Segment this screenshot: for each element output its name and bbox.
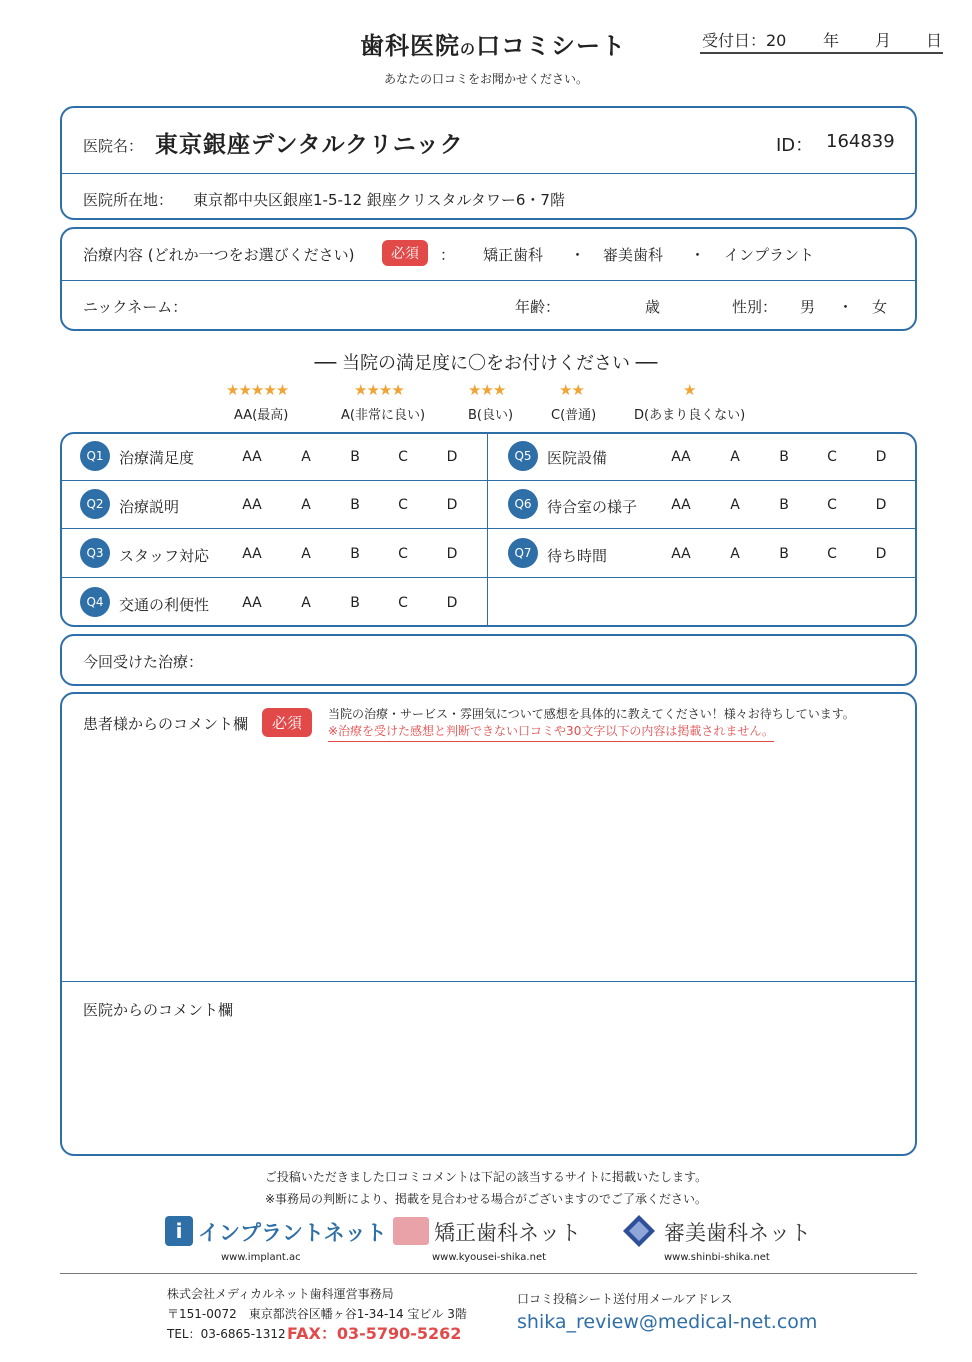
q6-badge: Q6 <box>508 489 538 519</box>
q3-choice-c[interactable]: C <box>398 546 408 562</box>
site-shinbi: 審美歯科ネット <box>664 1221 811 1245</box>
moderation-notice: ※事務局の判断により、掲載を見合わせる場合がございますのでご了承ください。 <box>264 1192 708 1206</box>
q2-choice-c[interactable]: C <box>398 497 408 513</box>
age-label: 年齢： <box>515 298 561 316</box>
company-name: 株式会社メディカルネット歯科運営事務局 <box>167 1287 394 1301</box>
q6-choice-aa[interactable]: AA <box>671 497 691 513</box>
company-fax: FAX：03-5790-5262 <box>287 1324 462 1343</box>
clinic-name: 東京銀座デンタルクリニック <box>155 132 464 158</box>
q3-choice-b[interactable]: B <box>350 546 360 562</box>
grade-c: C(普通) <box>551 408 597 423</box>
q7-choice-a[interactable]: A <box>730 546 740 562</box>
q4-label: 交通の利便性 <box>119 596 210 614</box>
colon: ： <box>440 246 456 264</box>
publish-notice: ご投稿いただきました口コミコメントは下記の該当するサイトに掲載いたします。 <box>264 1170 708 1184</box>
site-kyousei: 矯正歯科ネット <box>434 1221 581 1245</box>
q3-badge: Q3 <box>80 538 110 568</box>
site-kyousei-url: www.kyousei-shika.net <box>432 1252 547 1263</box>
site-shinbi-url: www.shinbi-shika.net <box>664 1252 770 1263</box>
q4-choice-a[interactable]: A <box>301 595 311 611</box>
option-cosmetic[interactable]: 審美歯科 <box>603 246 664 264</box>
subtitle: あなたの口コミをお聞かせください。 <box>383 72 588 86</box>
reception-date <box>700 26 943 54</box>
option-implant[interactable]: インプラント <box>724 246 815 264</box>
q1-choice-c[interactable]: C <box>398 449 408 465</box>
gender-label: 性別： <box>732 298 778 316</box>
q2-choice-b[interactable]: B <box>350 497 360 513</box>
required-badge: 必須 <box>262 708 312 737</box>
sheet-title: 歯科医院の口コミシート <box>360 32 627 60</box>
grade-aa: AA(最高) <box>234 408 289 423</box>
q5-choice-d[interactable]: D <box>875 449 887 465</box>
treatment-label: 治療内容 (どれか一つをお選びください) <box>83 246 355 264</box>
q2-choice-aa[interactable]: AA <box>242 497 262 513</box>
q5-choice-a[interactable]: A <box>730 449 740 465</box>
nickname-label: ニックネーム： <box>83 298 188 316</box>
separator-dot: ・ <box>570 246 586 264</box>
q6-choice-d[interactable]: D <box>875 497 887 513</box>
q2-badge: Q2 <box>80 489 110 519</box>
grade-d: D(あまり良くない) <box>634 408 746 423</box>
company-tel: TEL：03-6865-1312 <box>167 1327 286 1341</box>
shinbi-logo-icon <box>621 1213 657 1249</box>
site-implant: インプラントネット <box>198 1221 387 1245</box>
star-icon: ★★★★ <box>354 381 404 399</box>
q2-label: 治療説明 <box>119 498 180 516</box>
q6-choice-c[interactable]: C <box>827 497 837 513</box>
email-label: 口コミ投稿シート送付用メールアドレス <box>517 1292 733 1306</box>
option-orthodontics[interactable]: 矯正歯科 <box>483 246 544 264</box>
clinic-comment-label: 医院からのコメント欄 <box>83 1001 234 1019</box>
gender-male[interactable]: 男 <box>800 298 816 316</box>
age-unit: 歳 <box>645 298 661 316</box>
q5-choice-aa[interactable]: AA <box>671 449 691 465</box>
site-implant-url: www.implant.ac <box>221 1252 301 1263</box>
separator-dot: ・ <box>690 246 706 264</box>
q5-choice-c[interactable]: C <box>827 449 837 465</box>
q7-label: 待ち時間 <box>547 547 608 565</box>
clinic-name-label: 医院名： <box>83 137 144 155</box>
q3-choice-a[interactable]: A <box>301 546 311 562</box>
q5-badge: Q5 <box>508 441 538 471</box>
q1-badge: Q1 <box>80 441 110 471</box>
date-label: 受付日：20 <box>702 31 787 50</box>
clinic-address: 東京都中央区銀座1-5-12 銀座クリスタルタワー6・7階 <box>193 191 565 209</box>
comments-box[interactable] <box>60 692 917 1156</box>
grade-a: A(非常に良い) <box>341 408 426 423</box>
clinic-id: 164839 <box>826 131 895 152</box>
q1-choice-d[interactable]: D <box>446 449 458 465</box>
q4-choice-d[interactable]: D <box>446 595 458 611</box>
clinic-id-label: ID： <box>776 135 814 156</box>
star-icon: ★★ <box>559 381 584 399</box>
q1-choice-b[interactable]: B <box>350 449 360 465</box>
q4-choice-b[interactable]: B <box>350 595 360 611</box>
q4-choice-aa[interactable]: AA <box>242 595 262 611</box>
q6-choice-b[interactable]: B <box>779 497 789 513</box>
q7-choice-c[interactable]: C <box>827 546 837 562</box>
star-icon: ★ <box>683 381 696 399</box>
q4-badge: Q4 <box>80 587 110 617</box>
received-treatment-label: 今回受けた治療： <box>83 653 204 671</box>
month-label: 月 <box>875 31 892 50</box>
comment-warning: ※治療を受けた感想と判断できない口コミや30文字以下の内容は掲載されません。 <box>328 722 774 742</box>
star-icon: ★★★★★ <box>226 381 289 399</box>
implant-logo-icon: i <box>165 1216 193 1246</box>
comment-instruction: 当院の治療・サービス・雰囲気について感想を具体的に教えてください！様々お待ちしています。 <box>328 707 855 721</box>
patient-comment-label: 患者様からのコメント欄 <box>83 715 249 733</box>
day-label: 日 <box>926 31 943 50</box>
q4-choice-c[interactable]: C <box>398 595 408 611</box>
q2-choice-a[interactable]: A <box>301 497 311 513</box>
q1-choice-a[interactable]: A <box>301 449 311 465</box>
q3-label: スタッフ対応 <box>119 547 210 565</box>
company-address: 〒151-0072 東京都渋谷区幡ヶ谷1-34-14 宝ビル 3階 <box>167 1307 467 1321</box>
q5-choice-b[interactable]: B <box>779 449 789 465</box>
kyousei-logo-icon <box>393 1217 429 1245</box>
q7-choice-aa[interactable]: AA <box>671 546 691 562</box>
q3-choice-d[interactable]: D <box>446 546 458 562</box>
q7-choice-d[interactable]: D <box>875 546 887 562</box>
q2-choice-d[interactable]: D <box>446 497 458 513</box>
year-label: 年 <box>823 31 840 50</box>
q6-label: 待合室の様子 <box>547 498 638 516</box>
q3-choice-aa[interactable]: AA <box>242 546 262 562</box>
star-icon: ★★★ <box>468 381 506 399</box>
gender-female[interactable]: 女 <box>872 298 888 316</box>
separator-dot: ・ <box>838 298 854 316</box>
address-label: 医院所在地： <box>83 191 174 209</box>
satisfaction-title: ── 当院の満足度に〇をお付けください ── <box>314 353 658 374</box>
q1-choice-aa[interactable]: AA <box>242 449 262 465</box>
q1-label: 治療満足度 <box>119 449 195 467</box>
grade-b: B(良い) <box>468 408 514 423</box>
q6-choice-a[interactable]: A <box>730 497 740 513</box>
q7-choice-b[interactable]: B <box>779 546 789 562</box>
q5-label: 医院設備 <box>547 449 608 467</box>
email-address[interactable]: shika_review@medical-net.com <box>517 1311 818 1333</box>
treatment-box <box>60 227 917 331</box>
q7-badge: Q7 <box>508 538 538 568</box>
required-badge: 必須 <box>382 240 428 266</box>
